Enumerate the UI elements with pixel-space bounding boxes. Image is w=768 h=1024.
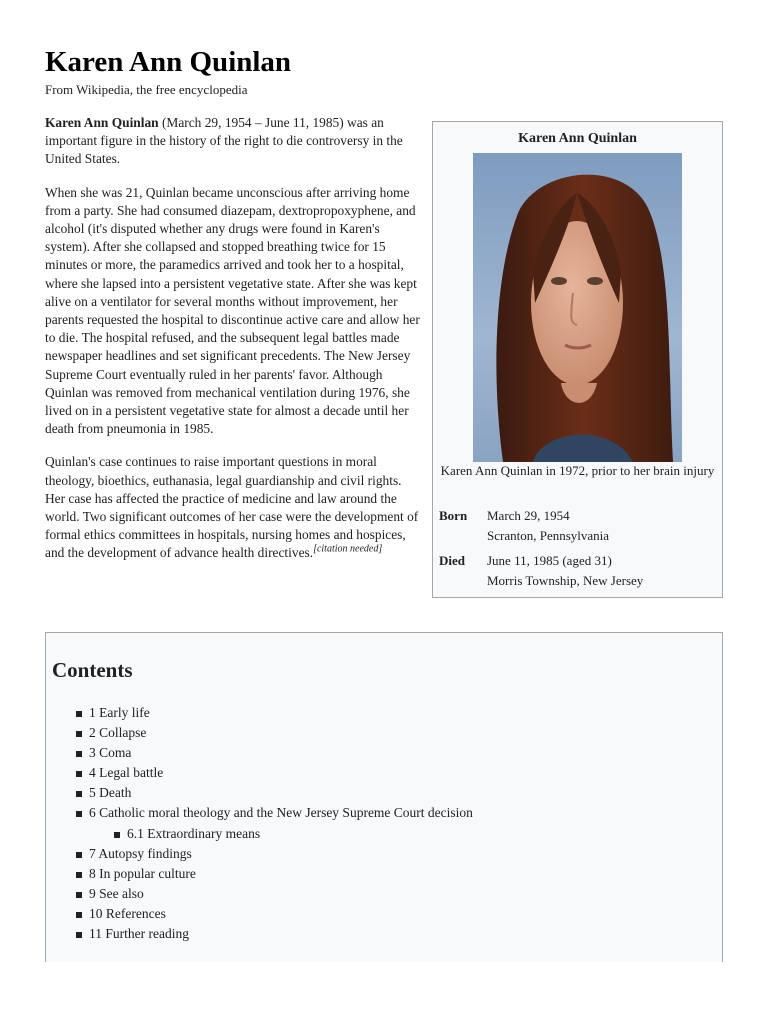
died-value [487,551,643,591]
article-title: Karen Ann Quinlan [45,46,292,78]
infobox-born-row [439,506,719,550]
died-date: June 11, 1985 (aged 31) [487,553,612,568]
lead-paragraph-1 [45,114,420,169]
toc-item-in-popular-culture[interactable]: 8 In popular culture [76,864,473,884]
toc-title: Contents [52,658,133,682]
toc-list [76,703,473,944]
lead-paragraph-3-text: Quinlan's case continues to raise important questions in moral theology, bioethics, euthanasia, legal guardianship and civil rights. Her case has affected the practice of medicine and law around the world. Two significant outcomes of her case were the development of formal ethics committees in hospitals, nursing homes and hospices, and the development of advance health directives. [45,454,419,561]
infobox-caption: Karen Ann Quinlan in 1972, prior to her brain injury [440,463,715,478]
born-date: March 29, 1954 [487,508,570,523]
lead-paragraph-1-text: (March 29, 1954 – June 11, 1985) was an important figure in the history of the right to die controversy in the United States. [45,115,403,167]
article-subtitle: From Wikipedia, the free encyclopedia [45,82,248,97]
citation-needed-link[interactable]: [citation needed] [313,544,383,555]
toc-item-early-life[interactable]: 1 Early life [76,703,473,723]
toc-subitem-extraordinary-means[interactable]: 6.1 Extraordinary means [114,824,473,844]
toc-item-further-reading[interactable]: 11 Further reading [76,924,473,944]
toc-item-see-also[interactable]: 9 See also [76,884,473,904]
lead-paragraph-3 [45,453,420,562]
table-of-contents [45,632,723,962]
toc-item-coma[interactable]: 3 Coma [76,743,473,763]
toc-item-catholic-moral-theology[interactable]: 6 Catholic moral theology and the New Jersey Supreme Court decision [76,803,473,823]
infobox-died-row [439,551,719,595]
lead-paragraph-2: When she was 21, Quinlan became unconscious after arriving home from a party. She had consumed diazepam, dextropropoxyphene, and alcohol (it's disputed whether any drugs were found in Karen's system). After she collapsed and stopped breathing twice for 15 minutes or more, the paramedics arrived and took her to a hospital, where she lapsed into a persistent vegetative state. After she was kept alive on a ventilator for several months without improvement, her parents requested the hospital to discontinue active care and allow her to die. The hospital refused, and the subsequent legal battles made newspaper headlines and set significant precedents. The New Jersey Supreme Court eventually ruled in her parents' favor. Although Quinlan was removed from mechanical ventilation during 1976, she lived on in a persistent vegetative state for almost a decade until her death from pneumonia in 1985. [45,184,420,437]
toc-item-autopsy-findings[interactable]: 7 Autopsy findings [76,844,473,864]
infobox-title: Karen Ann Quinlan [518,131,637,146]
toc-item-collapse[interactable]: 2 Collapse [76,723,473,743]
born-place-link[interactable]: Scranton, Pennsylvania [487,528,610,543]
lead-section [45,114,420,578]
born-label: Born [439,508,468,523]
portrait-photo[interactable] [473,153,682,462]
toc-item-references[interactable]: 10 References [76,904,473,924]
died-place-link[interactable]: Morris Township, New Jersey [487,573,644,588]
died-label: Died [439,553,465,568]
toc-item-death[interactable]: 5 Death [76,783,473,803]
toc-item-legal-battle[interactable]: 4 Legal battle [76,763,473,783]
infobox [432,121,723,598]
born-value [487,506,609,546]
subject-name: Karen Ann Quinlan [45,115,159,130]
